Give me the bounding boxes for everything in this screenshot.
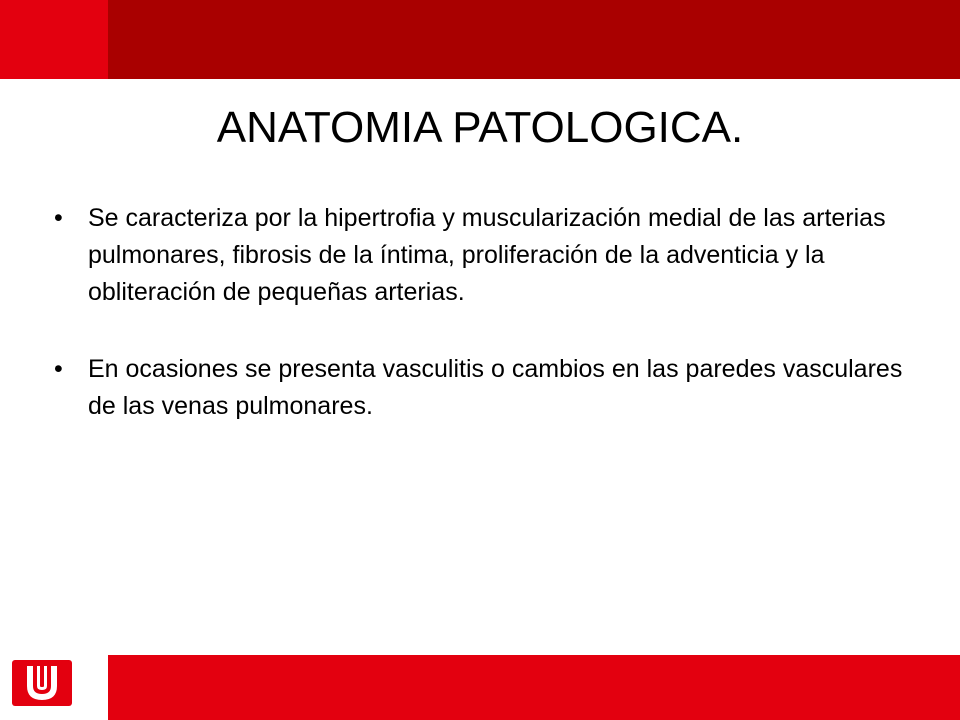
slide-title: ANATOMIA PATOLOGICA. <box>216 103 744 152</box>
bullet-marker: • <box>54 355 63 383</box>
bullet-marker: • <box>54 204 63 232</box>
bullet-item <box>54 351 904 425</box>
bullet-list <box>54 200 904 465</box>
top-header-bar <box>108 0 960 79</box>
university-u-logo-icon <box>12 660 72 706</box>
bullet-text: Se caracteriza por la hipertrofia y muscularización medial de las arterias pulmonares, fibrosis de la íntima, proliferación de la adventicia y la obliteración de pequeñas arterias. <box>88 204 886 306</box>
bottom-footer-bar <box>108 655 960 720</box>
bullet-text: En ocasiones se presenta vasculitis o cambios en las paredes vasculares de las venas pulmonares. <box>88 355 903 420</box>
bullet-item <box>54 200 904 311</box>
top-accent-block <box>0 0 108 79</box>
